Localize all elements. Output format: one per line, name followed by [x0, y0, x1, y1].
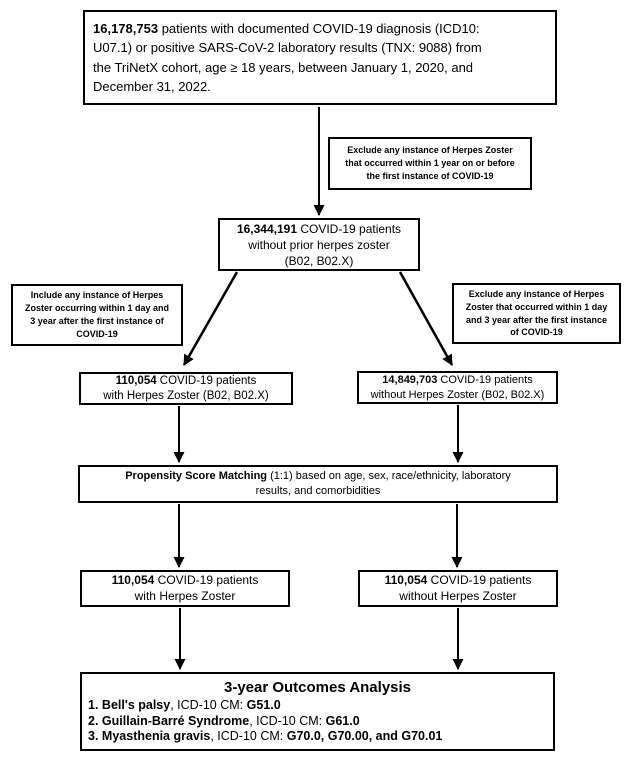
with-zoster-box: 110,054 COVID-19 patients with Herpes Zoster (B02, B02.X)	[79, 372, 293, 405]
without-zoster-box: 14,849,703 COVID-19 patients without Herpes Zoster (B02, B02.X)	[357, 371, 558, 404]
exclude-prior-zoster-note: Exclude any instance of Herpes Zoster that occurred within 1 year on or before the first instance of COVID-19	[328, 137, 532, 190]
cohort-line-3: the TriNetX cohort, age ≥ 18 years, between January 1, 2020, and	[93, 59, 474, 75]
no-prior-count: 16,344,191	[236, 221, 297, 236]
include-zoster-note: Include any instance of Herpes Zoster occurring within 1 day and 3 year after the first instance of COVID-19	[11, 284, 183, 346]
matched-without-zoster-count: 110,054	[384, 573, 428, 587]
matched-with-zoster-box: 110,054 COVID-19 patients with Herpes Zoster	[80, 570, 290, 607]
arrow-eligible-to-nohz	[400, 272, 452, 365]
exclude-zoster-note: Exclude any instance of Herpes Zoster that occurred within 1 day and 3 year after the first instance of COVID-19	[452, 283, 621, 344]
outcome-item-1: 1. Bell's palsy, ICD-10 CM: G51.0	[88, 698, 281, 713]
arrow-eligible-to-hz	[184, 272, 237, 365]
outcome-item-3: 3. Myasthenia gravis, ICD-10 CM: G70.0, G70.00, and G70.01	[88, 729, 443, 744]
cohort-box	[83, 10, 557, 105]
cohort-line-2: U07.1) or positive SARS-CoV-2 laboratory results (TNX: 9088) from	[93, 40, 482, 55]
matched-with-zoster-count: 110,054	[111, 573, 155, 587]
outcome-item-2: 2. Guillain-Barré Syndrome, ICD-10 CM: G61.0	[88, 713, 360, 728]
cohort-line-4: December 31, 2022.	[93, 79, 211, 94]
outcomes-title: 3-year Outcomes Analysis	[223, 679, 412, 697]
cohort-count: 16,178,753	[93, 20, 159, 36]
cohort-line-1: 16,178,753 patients with documented COVID-19 diagnosis (ICD10:	[93, 20, 480, 36]
without-zoster-count: 14,849,703	[382, 374, 438, 386]
with-zoster-count: 110,054	[115, 375, 157, 387]
no-prior-zoster-box: 16,344,191 COVID-19 patients without prior herpes zoster (B02, B02.X)	[218, 218, 420, 271]
psm-title: Propensity Score Matching	[125, 470, 268, 482]
outcomes-box	[80, 672, 555, 751]
matched-without-zoster-box: 110,054 COVID-19 patients without Herpes Zoster	[358, 570, 558, 607]
propensity-score-matching-box: Propensity Score Matching (1:1) based on age, sex, race/ethnicity, laboratory results, and comorbidities	[78, 465, 558, 503]
